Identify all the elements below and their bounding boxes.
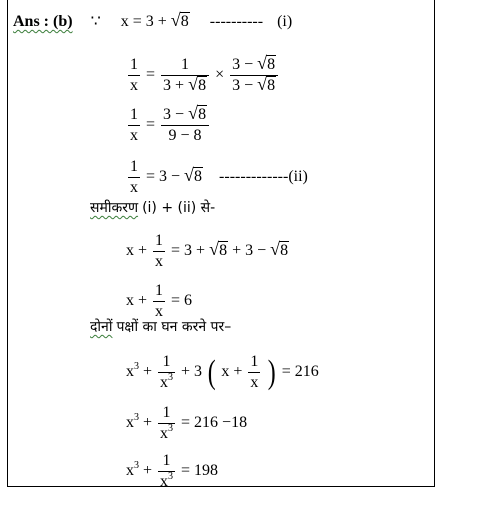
fraction-1-over-x-cubed: $\frac{1}{x^3}$ — [160, 404, 174, 442]
equation-step-9 — [126, 452, 218, 491]
fraction-1-over-x: $\frac{1}{x}$ — [250, 353, 259, 391]
fraction-3-minus-root8-over-9-minus-8: 3 − √ 8 9 − 8 — [161, 106, 209, 145]
rhs-3-minus: = 3 − — [146, 168, 181, 186]
plus-3: + 3 — [181, 363, 203, 381]
equals-198: = 198 — [181, 462, 219, 480]
equals-216-minus-18: = 216 −18 — [181, 414, 248, 432]
dono-word: दोनों — [90, 319, 113, 335]
times-sign: × — [215, 66, 225, 84]
cube-text — [90, 317, 231, 337]
fraction-rationalizing: 3 − √ 8 3 − √ 8 — [230, 56, 278, 95]
fraction-1-over-x-cubed: $\frac{1}{x^3}$ — [160, 353, 174, 391]
dash-leader: ---------- — [209, 13, 264, 30]
equation-step-7 — [126, 353, 319, 392]
exponent: 3 — [134, 412, 139, 424]
x-plus: x + — [126, 292, 148, 310]
equals-216: = 216 — [281, 363, 319, 381]
equation-step-2 — [126, 53, 280, 95]
fraction-1-over-x-cubed: $\frac{1}{x^3}$ — [160, 452, 174, 490]
answer-label: Ans : (b) — [13, 13, 73, 30]
because-symbol: ∵ — [90, 13, 101, 30]
fraction-1-over-x: $\frac{1}{x}$ — [155, 232, 164, 270]
right-paren: ) — [268, 353, 277, 391]
x-var: x — [126, 462, 134, 480]
equation-step-5 — [126, 232, 289, 271]
plus-sign: + — [143, 363, 153, 381]
plus-sign: + — [143, 414, 153, 432]
fraction-1-over-x: $\frac{1}{x}$ — [130, 56, 138, 94]
combine-rest: (i) + (ii) से- — [142, 200, 216, 216]
equation-step-8 — [126, 404, 247, 443]
equals-6: = 6 — [171, 292, 193, 310]
sqrt-8: √ 8 — [184, 165, 203, 186]
sqrt-8: √ 8 — [170, 10, 189, 30]
fraction-1-over-x: $\frac{1}{x}$ — [155, 282, 164, 320]
x-plus: x + — [221, 363, 243, 381]
equation-tag-ii: (ii) — [288, 168, 308, 186]
exponent: 3 — [134, 361, 139, 373]
equals-sign: = — [146, 116, 156, 134]
cube-rest: पक्षों का घन करने पर– — [116, 319, 232, 335]
combine-text — [90, 198, 215, 218]
sqrt-8: √ 8 — [209, 239, 228, 260]
fraction-1-over-x: $\frac{1}{x}$ — [130, 106, 138, 144]
x-plus: x + — [126, 242, 148, 260]
equation-tag-i: (i) — [277, 13, 293, 30]
left-paren: ( — [207, 353, 216, 391]
x-var: x — [126, 363, 134, 381]
samikaran-word: समीकरण — [90, 200, 139, 216]
sqrt-8: √ 8 — [270, 239, 289, 260]
plus-sign: + — [143, 462, 153, 480]
equation-step-4 — [126, 158, 308, 197]
fraction-1-over-x: $\frac{1}{x}$ — [130, 158, 138, 196]
answer-line-1 — [13, 12, 292, 32]
fraction-1-over-3-plus-root8: 1 3 + √ 8 — [161, 56, 209, 95]
equation-step-6 — [126, 282, 192, 321]
equation-step-3 — [126, 103, 211, 145]
x-var: x — [126, 414, 134, 432]
equals-sign: = — [146, 66, 156, 84]
exponent: 3 — [134, 460, 139, 472]
rhs-3-plus: = 3 + — [171, 242, 206, 260]
dash-leader: ------------- — [219, 168, 289, 186]
plus-3-minus: + 3 − — [232, 242, 267, 260]
equation-i-lhs: x = 3 + — [120, 13, 167, 30]
